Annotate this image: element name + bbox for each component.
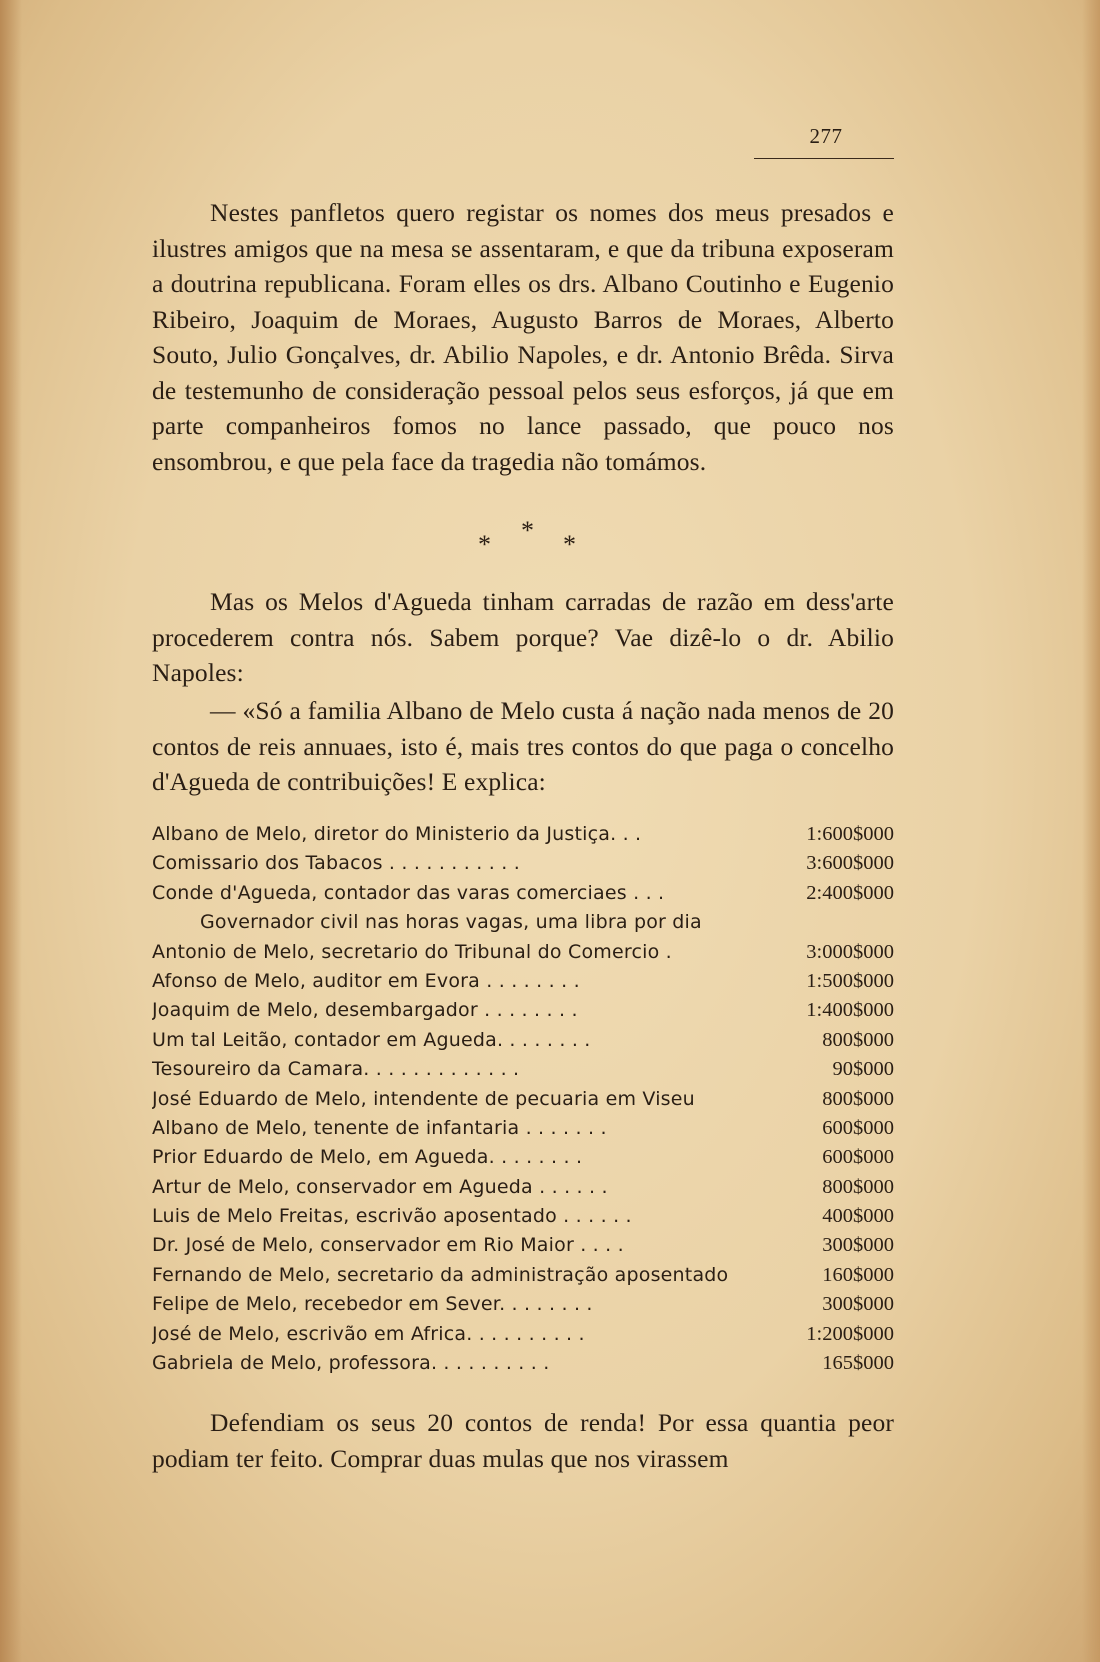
ledger-row bbox=[152, 1085, 894, 1114]
paragraph-melos: Mas os Melos d'Agueda tinham carradas de razão em dess'arte procederem contra nós. Sabem porque? Vae dizê-lo o dr. Abilio Napoles: bbox=[152, 587, 894, 687]
page-number: 277 bbox=[809, 124, 843, 148]
ledger-row bbox=[152, 1055, 894, 1084]
ledger-name: Luis de Melo Freitas, escrivão aposentado . . . . . . bbox=[152, 1205, 632, 1228]
ledger-row bbox=[152, 996, 894, 1025]
ledger-amount: 800$000 bbox=[822, 1175, 894, 1198]
ledger-amount: 800$000 bbox=[822, 1087, 894, 1110]
ledger-amount: 165$000 bbox=[822, 1352, 894, 1375]
ledger-name: Joaquim de Melo, desembargador . . . . . . . . bbox=[152, 999, 578, 1022]
page-edge-shadow-right bbox=[1082, 0, 1100, 1662]
ledger-row bbox=[152, 1320, 894, 1349]
ledger-amount: 160$000 bbox=[822, 1263, 894, 1286]
ledger-row bbox=[152, 879, 894, 908]
page-edge-shadow-left bbox=[0, 0, 22, 1662]
section-break-star: * bbox=[563, 530, 576, 559]
ledger-row bbox=[152, 967, 894, 996]
ledger-note: Governador civil nas horas vagas, uma libra por dia bbox=[200, 911, 702, 934]
ledger-name: Tesoureiro da Camara. . . . . . . . . . . . . bbox=[152, 1058, 520, 1081]
ledger-amount: 600$000 bbox=[822, 1116, 894, 1139]
ledger-row bbox=[152, 1026, 894, 1055]
header-rule bbox=[754, 158, 894, 159]
ledger-name: Conde d'Agueda, contador das varas comerciaes . . . bbox=[152, 881, 665, 904]
ledger-name: Antonio de Melo, secretario do Tribunal do Comercio . bbox=[152, 940, 672, 963]
ledger-row bbox=[152, 1349, 894, 1378]
ledger-amount: 600$000 bbox=[822, 1146, 894, 1169]
ledger-row bbox=[152, 1202, 894, 1231]
ledger-amount: 1:400$000 bbox=[806, 999, 894, 1022]
ledger-amount: 300$000 bbox=[822, 1234, 894, 1257]
ledger-amount: 800$000 bbox=[822, 1028, 894, 1051]
section-break-star: * bbox=[521, 516, 534, 545]
ledger-name: Albano de Melo, diretor do Ministerio da Justiça. . . bbox=[152, 823, 642, 845]
ledger-amount: 90$000 bbox=[832, 1058, 894, 1081]
ledger-row bbox=[152, 1143, 894, 1172]
ledger-row bbox=[152, 1261, 894, 1290]
ledger-note-row bbox=[152, 908, 894, 937]
paragraph-defendiam: Defendiam os seus 20 contos de renda! Por essa quantia peor podiam ter feito. Comprar duas mulas que nos virassem bbox=[152, 1408, 894, 1473]
ledger-amount: 300$000 bbox=[822, 1293, 894, 1316]
ledger-amount: 400$000 bbox=[822, 1205, 894, 1228]
ledger-amount: 2:400$000 bbox=[806, 881, 894, 904]
section-break-star: * bbox=[478, 530, 491, 559]
ledger-name: Gabriela de Melo, professora. . . . . . . . . . bbox=[152, 1352, 550, 1375]
ledger-amount: 1:600$000 bbox=[806, 823, 894, 845]
ledger-amount: 1:200$000 bbox=[806, 1322, 894, 1345]
ledger-amount: 3:600$000 bbox=[806, 852, 894, 875]
ledger-amount: 3:000$000 bbox=[806, 940, 894, 963]
ledger-row bbox=[152, 1173, 894, 1202]
ledger-name: Um tal Leitão, contador em Agueda. . . . . . . . bbox=[152, 1028, 591, 1051]
paragraph-quote: — «Só a familia Albano de Melo custa á nação nada menos de 20 contos de reis annuaes, isto é, mais tres contos do que paga o concelho d'Agueda de contribuições! E explica: bbox=[152, 696, 894, 796]
ledger-name: Felipe de Melo, recebedor em Sever. . . . . . . . bbox=[152, 1293, 593, 1316]
ledger-name: Albano de Melo, tenente de infantaria . . . . . . . bbox=[152, 1116, 607, 1139]
ledger-name: Comissario dos Tabacos . . . . . . . . . . . bbox=[152, 852, 520, 875]
ledger-row bbox=[152, 938, 894, 967]
ledger-row bbox=[152, 820, 894, 849]
ledger-name: Afonso de Melo, auditor em Evora . . . . . . . . bbox=[152, 969, 580, 992]
ledger-name: Artur de Melo, conservador em Agueda . . . . . . bbox=[152, 1175, 608, 1198]
paragraph-amigos: Nestes panfletos quero registar os nomes dos meus presados e ilustres amigos que na mesa se assentaram, e que da tribuna exposeram a doutrina republicana. Foram elles os drs. Albano Coutinho e Eugenio Ribeiro, Joaquim de Moraes, Augusto Barros de Moraes, Alberto Souto, Julio Gonçalves, dr. Abilio Napoles, e dr. Antonio Brêda. Sirva de testemunho de consideração pessoal pelos seus esforços, já que em parte companheiros fomos no lance passado, que pouco nos ensombrou, e que pela face da tragedia não tomámos. bbox=[152, 198, 894, 476]
ledger-row bbox=[152, 1231, 894, 1260]
ledger-name: Prior Eduardo de Melo, em Agueda. . . . . . . . bbox=[152, 1146, 583, 1169]
ledger-name: José de Melo, escrivão em Africa. . . . . . . . . . bbox=[152, 1322, 585, 1345]
salary-ledger bbox=[152, 820, 894, 1378]
ledger-row bbox=[152, 1290, 894, 1319]
ledger-amount: 1:500$000 bbox=[806, 969, 894, 992]
ledger-name: José Eduardo de Melo, intendente de pecuaria em Viseu bbox=[152, 1087, 695, 1110]
ledger-row bbox=[152, 849, 894, 878]
ledger-name: Dr. José de Melo, conservador em Rio Maior . . . . bbox=[152, 1234, 624, 1257]
ledger-name: Fernando de Melo, secretario da administração aposentado bbox=[152, 1263, 729, 1286]
ledger-row bbox=[152, 1114, 894, 1143]
